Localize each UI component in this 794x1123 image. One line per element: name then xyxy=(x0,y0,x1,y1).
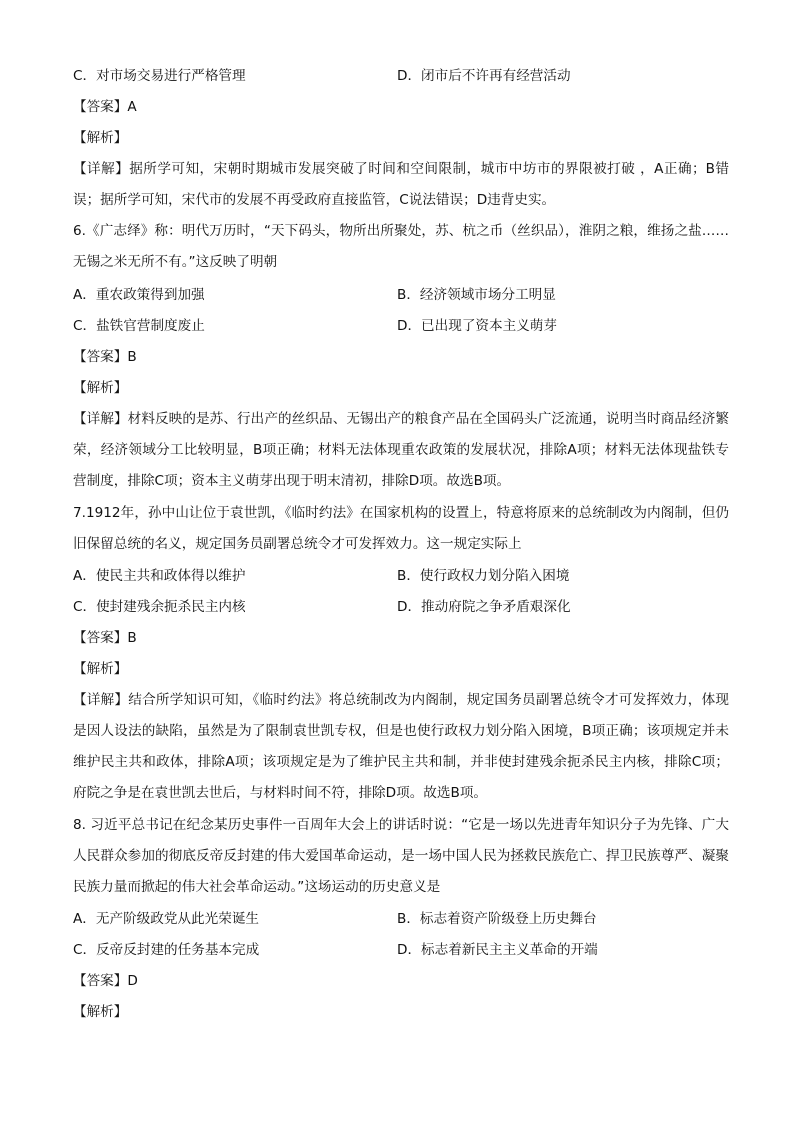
q8-option-d: D．标志着新民主主义革命的开端 xyxy=(397,942,598,958)
q6-option-d: D．已出现了资本主义萌芽 xyxy=(397,318,557,334)
q7-option-b: B．使行政权力划分陷入困境 xyxy=(397,568,570,584)
q5-detail: 【详解】据所学可知，宋朝时期城市发展突破了时间和空间限制，城市中坊市的界限被打破 ，A正确；B错误；据所学可知，宋代市的发展不再受政府直接监管，C说法错误；D违背史实。 xyxy=(73,161,729,208)
q7-answer: 【答案】B xyxy=(73,630,137,646)
q7-option-a: A．使民主共和政体得以维护 xyxy=(73,568,246,584)
q5-option-c: C．对市场交易进行严格管理 xyxy=(73,68,246,84)
q7-detail: 【详解】结合所学知识可知，《临时约法》将总统制改为内阁制，规定国务员副署总统令才可发挥效力，体现是因人设法的缺陷，虽然是为了限制袁世凯专权，但是也使行政权力划分陷入困境，B项正确；该项规定并未维护民主共和政体，排除A项；该项规定是为了维护民主共和制，并非使封建残余扼杀民主内核，排除C项；府院之争是在袁世凯去世后，与材料时间不符，排除D项。故选B项。 xyxy=(73,692,729,801)
q5-analysis-label: 【解析】 xyxy=(73,130,128,146)
q8-option-c: C．反帝反封建的任务基本完成 xyxy=(73,942,260,958)
q8-option-a: A．无产阶级政党从此光荣诞生 xyxy=(73,911,260,927)
q6-option-a: A．重农政策得到加强 xyxy=(73,287,205,303)
q6-option-c: C．盐铁官营制度废止 xyxy=(73,318,205,334)
q8-answer: 【答案】D xyxy=(73,973,138,989)
q6-answer: 【答案】B xyxy=(73,349,137,365)
q6-detail: 【详解】材料反映的是苏、行出产的丝织品、无锡出产的粮食产品在全国码头广泛流通，说明当时商品经济繁荣，经济领域分工比较明显，B项正确；材料无法体现重农政策的发展状况，排除A项；材料无法体现盐铁专营制度，排除C项；资本主义萌芽出现于明末清初，排除D项。故选B项。 xyxy=(73,411,729,489)
q6-stem: 6.《广志绎》称：明代万历时，“天下码头，物所出所聚处，苏、杭之币（丝织品），淮阴之粮，维扬之盐……无锡之米无所不有。”这反映了明朝 xyxy=(73,223,729,270)
q8-option-b: B．标志着资产阶级登上历史舞台 xyxy=(397,911,597,927)
q6-analysis-label: 【解析】 xyxy=(73,380,128,396)
q8-stem: 8. 习近平总书记在纪念某历史事件一百周年大会上的讲话时说：“它是一场以先进青年知识分子为先锋、广大人民群众参加的彻底反帝反封建的伟大爱国革命运动，是一场中国人民为拯救民族危亡、捍卫民族尊严、凝聚民族力量而掀起的伟大社会革命运动。”这场运动的历史意义是 xyxy=(73,817,729,895)
q7-stem: 7.1912年，孙中山让位于袁世凯，《临时约法》在国家机构的设置上，特意将原来的总统制改为内阁制，但仍旧保留总统的名义，规定国务员副署总统令才可发挥效力。这一规定实际上 xyxy=(73,505,729,552)
q7-analysis-label: 【解析】 xyxy=(73,661,128,677)
q8-analysis-label: 【解析】 xyxy=(73,1004,128,1020)
q6-option-b: B．经济领域市场分工明显 xyxy=(397,287,556,303)
q7-option-d: D．推动府院之争矛盾艰深化 xyxy=(397,599,571,615)
q7-option-c: C．使封建残余扼杀民主内核 xyxy=(73,599,246,615)
q5-option-d: D．闭市后不许再有经营活动 xyxy=(397,68,571,84)
q5-answer: 【答案】A xyxy=(73,99,137,115)
